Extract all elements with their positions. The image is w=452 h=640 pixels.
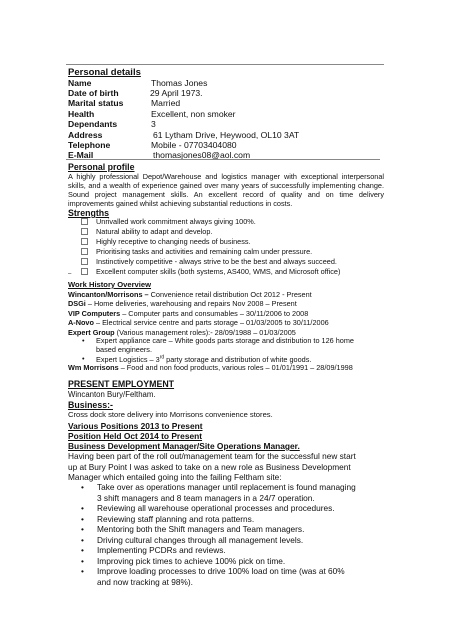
responsibility-item [81,566,359,587]
role-intro: Having been part of the roll out/management team for the successful new start up at Bury Point I was asked to take on a new role as Business Development Manager which entailed going into the failing Feltham site: [68,451,356,482]
bullet-icon: • [81,503,84,513]
strength-text: Prioritising tasks and activities and remaining calm under pressure. [96,247,313,256]
responsibility-text: Take over as operations manager until replacement is found managing 3 shift managers and 8 team managers in a 24/7 operation. [97,482,356,503]
strength-item [81,237,251,246]
responsibility-text: Driving cultural changes through all management levels. [97,534,304,545]
checkbox-square-icon [81,268,88,275]
bullet-icon: • [82,336,85,345]
responsibility-item [81,503,359,514]
checkbox-square-icon [81,218,88,225]
responsibility-item [81,555,359,567]
business-heading: Business:- [68,400,113,410]
detail-label: Date of birth [68,87,119,98]
responsibility-item [81,513,359,525]
detail-label: E-Mail [68,150,94,161]
detail-value: 61 Lytham Drive, Heywood, OL10 3AT [153,129,300,140]
bullet-icon: • [81,566,84,576]
company-name: VIP Computers [68,308,121,318]
strength-text: Highly receptive to changing needs of business. [96,237,251,246]
detail-value: Mobile - 07703404080 [151,139,237,150]
personal-profile-text: A highly professional Depot/Warehouse and logistics manager with exceptional interpersonal skills, and a wealth of experience gained over many years of successfully implementing change. Sound project management skills. An excellent record of quality and on time delivery improvements gained whilst achieving substantial reductions in costs. [68,172,384,208]
entry-detail: – Home deliveries, warehousing and repairs Nov 2008 – Present [85,299,297,309]
responsibility-item [81,545,359,556]
personal-details-heading: Personal details [68,67,141,78]
positions-line-1: Various Positions 2013 to Present [68,421,203,431]
top-rule [66,64,384,65]
bullet-icon: • [81,545,84,555]
strength-text: Unrivalled work commitment always giving 100%. [96,217,256,226]
bullet-icon: • [81,524,84,534]
strength-text: Natural ability to adapt and develop. [96,227,213,236]
strength-item [81,257,337,266]
strength-item [81,217,256,226]
work-history-entry [68,318,329,327]
company-name: DSGi [68,299,86,309]
present-location: Wincanton Bury/Feltham. [68,390,156,399]
work-history-entry [68,299,297,308]
detail-label: Health [68,108,95,119]
company-name: Wincanton/Morrisons – [68,290,149,299]
detail-value: 3 [151,119,156,130]
responsibility-text: Improve loading processes to drive 100% load on time (was at 60% and now tracking at 98%). [97,566,345,587]
entry-detail: (Various management roles):- 28/09/1988 – 01/03/2005 [114,327,296,337]
checkbox-square-icon [81,228,88,235]
sub-item-text: Expert appliance care – White goods parts storage and distribution to 126 home based engineers. [96,336,354,354]
responsibility-item [81,524,359,535]
work-history-entry [68,290,312,299]
detail-value: Married [151,98,181,109]
responsibility-text: Mentoring both the Shift managers and Team managers. [97,524,305,534]
responsibility-text: Reviewing staff planning and rota patterns. [97,513,255,524]
personal-profile-heading: Personal profile [68,162,135,172]
strengths-heading: Strengths [68,208,110,218]
details-rule [66,159,380,160]
checkbox-square-icon [81,238,88,245]
responsibility-item [81,534,359,546]
entry-detail: – Food and non food products, various roles – 01/01/1991 – 28/09/1998 [118,363,353,372]
entry-detail: – Electrical service centre and parts storage – 01/03/2005 to 30/11/2006 [93,318,329,328]
detail-label: Name [68,77,92,88]
work-history-entry [68,309,308,318]
detail-label: Dependants [68,119,118,130]
bullet-icon: • [81,555,84,566]
stray-dash: – [68,271,72,277]
responsibility-text: Improving pick times to achieve 100% pick on time. [97,555,286,566]
company-name: Wm Morrisons [68,363,119,372]
checkbox-square-icon [81,248,88,255]
checkbox-square-icon [81,258,88,265]
strength-item [81,247,312,256]
detail-label: Address [68,129,103,140]
responsibility-item [81,482,359,503]
strength-item [81,267,340,276]
responsibility-text: Implementing PCDRs and reviews. [97,545,226,555]
strength-text: Excellent computer skills (both systems, AS400, WMS, and Microsoft office) [96,267,341,276]
company-name: A-Novo [68,318,94,328]
detail-value: Excellent, non smoker [151,108,236,119]
role-heading: Business Development Manager/Site Operations Manager. [68,441,300,451]
entry-detail: Convenience retail distribution Oct 2012 - Present [148,290,312,299]
bullet-icon: • [82,354,85,363]
detail-value: Thomas Jones [151,77,208,88]
work-history-sub-item [82,336,364,354]
bullet-icon: • [81,534,84,545]
strength-item [81,227,212,236]
bullet-icon: • [81,513,84,524]
business-text: Cross dock store delivery into Morrisons convenience stores. [68,410,273,419]
detail-label: Marital status [68,98,124,109]
responsibility-text: Reviewing all warehouse operational processes and procedures. [97,503,335,513]
company-name: Expert Group [68,327,115,337]
strength-text: Instinctively competitive - always strive to be the best and always succeed. [96,257,337,266]
entry-detail: – Computer parts and consumables – 30/11/2006 to 2008 [120,308,309,318]
detail-value: thomasjones08@aol.com [153,150,251,161]
present-employment-heading: PRESENT EMPLOYMENT [68,379,175,389]
sub-item-text: Expert Logistics – 3rd party storage and distribution of white goods. [96,355,312,365]
bullet-icon: • [81,482,84,492]
work-history-heading: Work History Overview [68,280,152,289]
work-history-entry [68,363,353,372]
detail-value: 29 April 1973. [150,87,203,98]
detail-label: Telephone [68,139,111,150]
positions-line-2: Position Held Oct 2014 to Present [68,431,203,441]
